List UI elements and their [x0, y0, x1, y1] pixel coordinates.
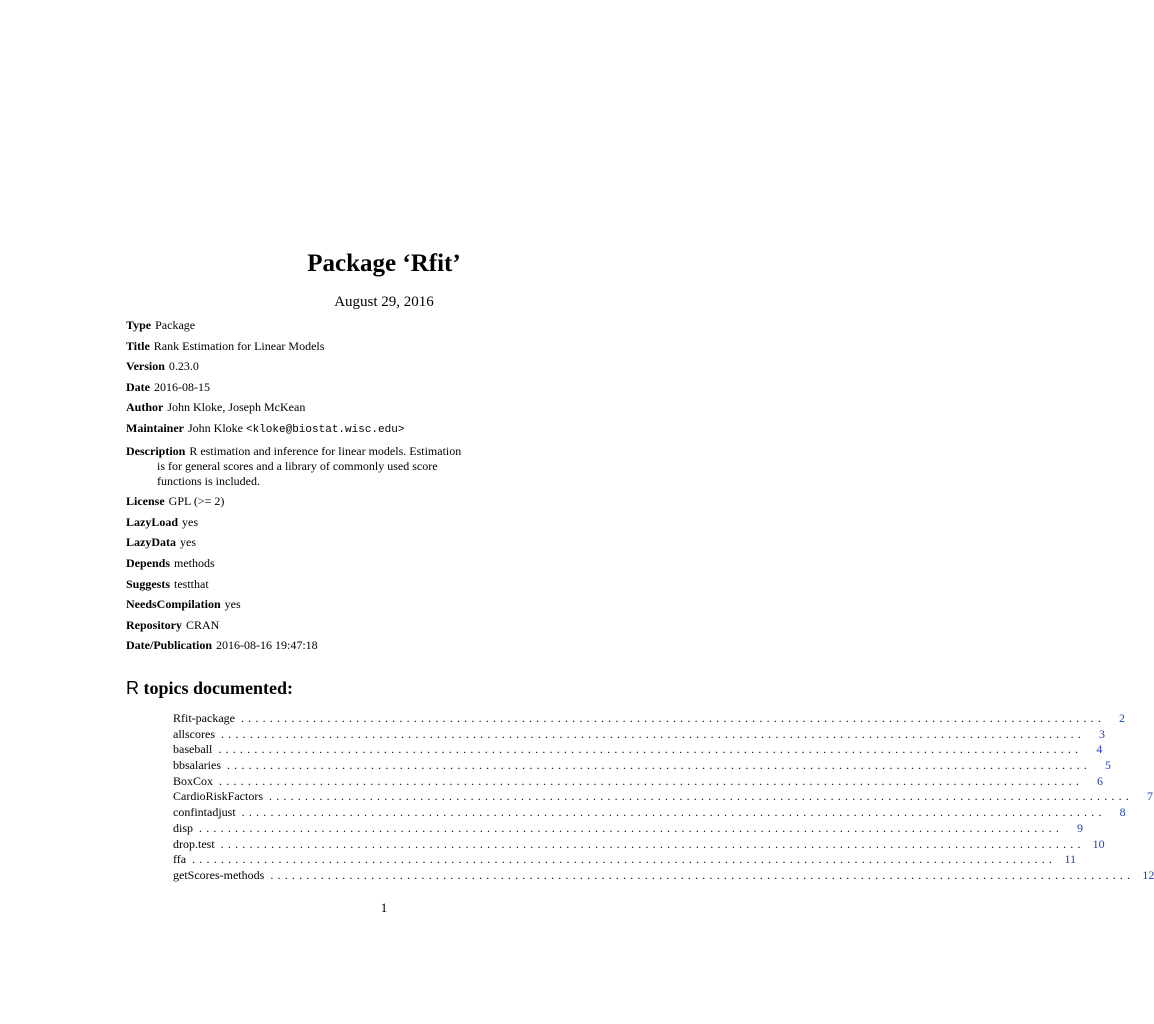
field-key: Type — [126, 318, 152, 332]
toc-entry-name[interactable]: CardioRiskFactors — [173, 789, 263, 804]
field-value: 0.23.0 — [168, 359, 199, 374]
r-logo-text: R — [126, 678, 139, 698]
toc-entry-page-link[interactable]: 12 — [1142, 867, 1154, 882]
field-value-continued: is for general scores and a library of commonly used score — [157, 458, 438, 473]
field-depends — [126, 556, 526, 571]
field-title — [126, 339, 526, 354]
field-value: 2016-08-16 19:47:18 — [216, 638, 318, 653]
toc-entry[interactable] — [173, 758, 1111, 774]
package-title: Package ‘Rfit’ — [307, 250, 461, 277]
toc-leader-dots: ........................................................................................................................ — [192, 852, 1057, 867]
field-key: Author — [126, 400, 164, 415]
toc-entry-name[interactable]: drop.test — [173, 836, 215, 851]
toc-entry-name[interactable]: confintadjust — [173, 805, 236, 820]
toc-entry-name[interactable]: Rfit-package — [173, 711, 235, 725]
field-needscompilation — [126, 597, 526, 612]
field-value: yes — [180, 535, 196, 550]
toc-leader-dots: ........................................................................................................................ — [241, 805, 1106, 820]
toc-entry-name[interactable]: BoxCox — [173, 773, 214, 788]
toc-entry[interactable] — [173, 711, 1125, 727]
toc-heading-text: topics documented: — [143, 678, 293, 698]
toc-leader-dots: ........................................................................................................................ — [226, 758, 1091, 773]
toc-entry-page-link[interactable]: 2 — [1118, 711, 1125, 725]
field-value: John Kloke — [188, 420, 243, 435]
field-value: yes — [182, 514, 199, 529]
field-key: Depends — [126, 555, 171, 570]
toc-entry-name[interactable]: baseball — [173, 742, 213, 757]
toc-entry-page-link[interactable]: 5 — [1104, 758, 1111, 773]
toc-heading — [126, 678, 293, 699]
package-date: August 29, 2016 — [334, 294, 434, 310]
field-lazyload — [126, 515, 526, 530]
toc-leader-dots: ........................................................................................................................ — [269, 789, 1133, 804]
field-key: Date/Publication — [126, 638, 212, 653]
field-value-continued: functions is included. — [157, 473, 260, 488]
field-key: NeedsCompilation — [126, 597, 221, 612]
toc-entry[interactable] — [173, 820, 1084, 837]
field-key: License — [126, 494, 165, 509]
field-author — [126, 400, 526, 415]
toc-leader-dots: ........................................................................................................................ — [220, 836, 1085, 851]
toc-leader-dots: ........................................................................................................................ — [219, 773, 1084, 788]
toc-leader-dots: ........................................................................................................................ — [220, 726, 1085, 741]
toc-leader-dots: ........................................................................................................................ — [240, 711, 1105, 725]
field-key: Date — [126, 379, 150, 394]
toc-entry-name[interactable]: disp — [173, 820, 194, 835]
field-value: Package — [155, 318, 196, 332]
field-version — [126, 359, 526, 374]
toc-leader-dots: ........................................................................................................................ — [218, 742, 1083, 757]
field-lazydata — [126, 535, 526, 550]
toc-entry[interactable] — [173, 742, 1103, 758]
field-value: John Kloke, Joseph McKean — [167, 400, 306, 415]
toc-entry-name[interactable]: allscores — [173, 726, 215, 741]
field-value: Rank Estimation for Linear Models — [153, 338, 325, 353]
toc-entry-page-link[interactable]: 9 — [1077, 820, 1084, 835]
toc-entry-name[interactable]: getScores-methods — [173, 867, 265, 882]
field-value: CRAN — [186, 617, 220, 632]
toc-entry-page-link[interactable]: 6 — [1097, 773, 1104, 788]
field-value: methods — [174, 555, 215, 570]
toc-entry[interactable] — [173, 726, 1105, 743]
field-key: Repository — [126, 617, 182, 632]
field-value: testthat — [174, 576, 209, 591]
field-license — [126, 494, 526, 509]
toc-entry-page-link[interactable]: 10 — [1092, 836, 1105, 851]
field-date — [126, 380, 526, 395]
field-suggests — [126, 577, 526, 592]
field-value: 2016-08-15 — [154, 379, 210, 394]
toc-entry[interactable] — [173, 852, 1077, 868]
toc-leader-dots: ........................................................................................................................ — [270, 867, 1135, 882]
field-value: GPL (>= 2) — [168, 494, 225, 509]
toc-entry-page-link[interactable]: 4 — [1096, 742, 1103, 757]
toc-entry[interactable] — [173, 836, 1105, 853]
toc-entry-page-link[interactable]: 8 — [1119, 805, 1126, 820]
field-value: R estimation and inference for linear models. Estimation — [189, 443, 462, 458]
field-key: LazyLoad — [126, 514, 179, 529]
toc-entry[interactable] — [173, 867, 1154, 884]
page-number: 1 — [380, 900, 388, 915]
field-maintainer — [126, 421, 526, 438]
field-description — [126, 444, 526, 489]
toc-entry[interactable] — [173, 789, 1153, 805]
field-key: Title — [126, 338, 150, 353]
description-fields — [126, 318, 526, 659]
toc-list — [173, 711, 1154, 884]
field-value: yes — [224, 597, 241, 612]
toc-leader-dots: ........................................................................................................................ — [199, 820, 1064, 835]
field-repository — [126, 618, 526, 633]
toc-entry-name[interactable]: bbsalaries — [173, 758, 221, 773]
toc-entry-page-link[interactable]: 7 — [1147, 789, 1153, 804]
field-key: Suggests — [126, 576, 171, 591]
toc-entry-name[interactable]: ffa — [173, 852, 187, 867]
field-key: Version — [126, 359, 165, 374]
maintainer-email: <kloke@biostat.wisc.edu> — [246, 423, 405, 436]
toc-entry[interactable] — [173, 805, 1126, 821]
field-key: Description — [126, 443, 186, 458]
field-type — [126, 318, 526, 333]
field-key: LazyData — [126, 535, 176, 550]
toc-entry-page-link[interactable]: 11 — [1064, 852, 1077, 867]
toc-entry-page-link[interactable]: 3 — [1098, 726, 1105, 741]
field-date-publication — [126, 638, 526, 653]
field-key: Maintainer — [126, 420, 184, 435]
toc-entry[interactable] — [173, 773, 1104, 790]
